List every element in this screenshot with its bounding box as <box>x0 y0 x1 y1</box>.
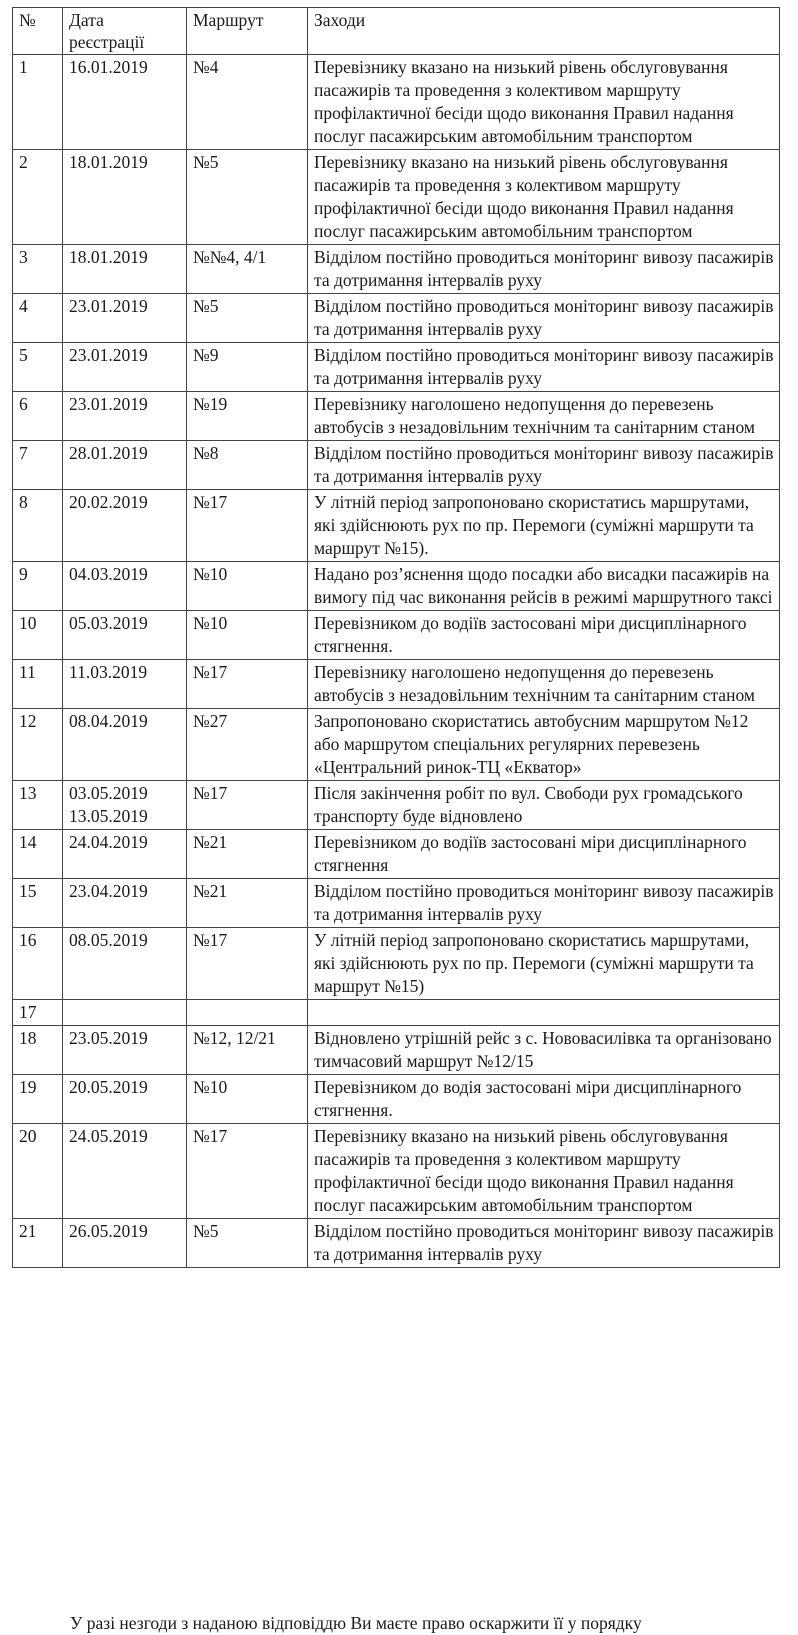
row-measures: Перевізнику наголошено недопущення до перевезень автобусів з незадовільним технічним та санітарним станом <box>308 660 780 709</box>
row-route: №5 <box>187 1219 308 1268</box>
row-route: №№4, 4/1 <box>187 245 308 294</box>
registration-date: 08.04.2019 <box>69 711 148 731</box>
registration-date: 18.01.2019 <box>69 247 148 267</box>
row-route: №19 <box>187 392 308 441</box>
row-route <box>187 1000 308 1026</box>
table-row <box>13 660 780 709</box>
table-row <box>13 343 780 392</box>
header-route: Маршрут <box>187 8 308 55</box>
row-measures: Відділом постійно проводиться моніторинг вивозу пасажирів та дотримання інтервалів руху <box>308 441 780 490</box>
table-row <box>13 611 780 660</box>
table-row <box>13 1124 780 1219</box>
registration-date: 11.03.2019 <box>69 662 148 682</box>
row-measures: Перевізником до водіїв застосовані міри дисциплінарного стягнення. <box>308 611 780 660</box>
table-row <box>13 1000 780 1026</box>
header-measures: Заходи <box>308 8 780 55</box>
table-row <box>13 709 780 781</box>
row-number: 4 <box>13 294 63 343</box>
row-measures: У літній період запропоновано скористатись маршрутами, які здійснюють рух по пр. Перемоги (суміжні маршрути та маршрут №15). <box>308 490 780 562</box>
row-date <box>63 392 187 441</box>
row-number: 13 <box>13 781 63 830</box>
table-row <box>13 1219 780 1268</box>
registration-date: 24.05.2019 <box>69 1126 148 1146</box>
row-route: №21 <box>187 879 308 928</box>
table-row <box>13 294 780 343</box>
registration-date: 05.03.2019 <box>69 613 148 633</box>
row-number: 20 <box>13 1124 63 1219</box>
row-number: 6 <box>13 392 63 441</box>
row-date <box>63 879 187 928</box>
row-date <box>63 562 187 611</box>
row-date <box>63 1000 187 1026</box>
row-date <box>63 709 187 781</box>
table-row <box>13 245 780 294</box>
registration-date: 08.05.2019 <box>69 930 148 950</box>
row-number: 3 <box>13 245 63 294</box>
row-date <box>63 1075 187 1124</box>
row-number: 17 <box>13 1000 63 1026</box>
row-measures: Після закінчення робіт по вул. Свободи рух громадського транспорту буде відновлено <box>308 781 780 830</box>
row-route: №12, 12/21 <box>187 1026 308 1075</box>
row-number: 16 <box>13 928 63 1000</box>
row-number: 8 <box>13 490 63 562</box>
row-route: №17 <box>187 1124 308 1219</box>
row-measures: Перевізнику вказано на низький рівень обслуговування пасажирів та проведення з колективом маршруту профілактичної бесіди щодо виконання Правил надання послуг пасажирським автомобільним транспортом <box>308 55 780 150</box>
row-route: №9 <box>187 343 308 392</box>
header-registration-date: Дата реєстрації <box>63 8 187 55</box>
row-measures: Надано роз’яснення щодо посадки або висадки пасажирів на вимогу під час виконання рейсів в режимі маршрутного таксі <box>308 562 780 611</box>
row-number: 2 <box>13 150 63 245</box>
table-row <box>13 879 780 928</box>
row-number: 5 <box>13 343 63 392</box>
registration-date: 03.05.2019 <box>69 783 148 803</box>
registration-date: 23.01.2019 <box>69 394 148 414</box>
table-row <box>13 928 780 1000</box>
row-number: 14 <box>13 830 63 879</box>
table-row <box>13 392 780 441</box>
row-number: 7 <box>13 441 63 490</box>
registration-date: 20.02.2019 <box>69 492 148 512</box>
complaints-table <box>12 7 780 1268</box>
row-measures: Відділом постійно проводиться моніторинг вивозу пасажирів та дотримання інтервалів руху <box>308 294 780 343</box>
table-row <box>13 781 780 830</box>
row-measures: Відділом постійно проводиться моніторинг вивозу пасажирів та дотримання інтервалів руху <box>308 879 780 928</box>
registration-date: 16.01.2019 <box>69 57 148 77</box>
registration-date: 04.03.2019 <box>69 564 148 584</box>
table-row <box>13 562 780 611</box>
row-date <box>63 1026 187 1075</box>
row-route: №21 <box>187 830 308 879</box>
row-measures: Перевізнику вказано на низький рівень обслуговування пасажирів та проведення з колективом маршруту профілактичної бесіди щодо виконання Правил надання послуг пасажирським автомобільним транспортом <box>308 1124 780 1219</box>
table-row <box>13 1075 780 1124</box>
row-measures: Перевізнику наголошено недопущення до перевезень автобусів з незадовільним технічним та санітарним станом <box>308 392 780 441</box>
row-route: №17 <box>187 490 308 562</box>
row-route: №5 <box>187 294 308 343</box>
row-measures: Перевізником до водія застосовані міри дисциплінарного стягнення. <box>308 1075 780 1124</box>
row-date <box>63 441 187 490</box>
row-route: №10 <box>187 562 308 611</box>
registration-date: 23.01.2019 <box>69 345 148 365</box>
row-date <box>63 294 187 343</box>
row-number: 19 <box>13 1075 63 1124</box>
row-route: №17 <box>187 781 308 830</box>
row-date <box>63 781 187 830</box>
table-row <box>13 830 780 879</box>
row-number: 12 <box>13 709 63 781</box>
header-number: № <box>13 8 63 55</box>
row-route: №27 <box>187 709 308 781</box>
registration-date: 20.05.2019 <box>69 1077 148 1097</box>
row-measures: У літній період запропоновано скористатись маршрутами, які здійснюють рух по пр. Перемоги (суміжні маршрути та маршрут №15) <box>308 928 780 1000</box>
table-row <box>13 441 780 490</box>
table-row <box>13 55 780 150</box>
registration-date: 23.04.2019 <box>69 881 148 901</box>
row-measures: Перевізником до водіїв застосовані міри дисциплінарного стягнення <box>308 830 780 879</box>
row-date <box>63 928 187 1000</box>
row-number: 11 <box>13 660 63 709</box>
row-route: №8 <box>187 441 308 490</box>
row-number: 18 <box>13 1026 63 1075</box>
row-date <box>63 660 187 709</box>
row-date <box>63 245 187 294</box>
registration-date: 23.05.2019 <box>69 1028 148 1048</box>
footer-text: У разі незгоди з наданою відповіддю Ви маєте право оскаржити її у порядку <box>70 1613 642 1633</box>
row-measures: Відділом постійно проводиться моніторинг вивозу пасажирів та дотримання інтервалів руху <box>308 1219 780 1268</box>
registration-date: 13.05.2019 <box>69 806 148 826</box>
row-route: №5 <box>187 150 308 245</box>
row-measures: Перевізнику вказано на низький рівень обслуговування пасажирів та проведення з колективом маршруту профілактичної бесіди щодо виконання Правил надання послуг пасажирським автомобільним транспортом <box>308 150 780 245</box>
registration-date: 28.01.2019 <box>69 443 148 463</box>
row-measures: Відділом постійно проводиться моніторинг вивозу пасажирів та дотримання інтервалів руху <box>308 245 780 294</box>
row-date <box>63 611 187 660</box>
table-body <box>13 55 780 1268</box>
registration-date: 18.01.2019 <box>69 152 148 172</box>
row-measures <box>308 1000 780 1026</box>
row-route: №10 <box>187 1075 308 1124</box>
table-row <box>13 490 780 562</box>
row-route: №4 <box>187 55 308 150</box>
row-date <box>63 150 187 245</box>
row-route: №10 <box>187 611 308 660</box>
row-route: №17 <box>187 660 308 709</box>
row-route: №17 <box>187 928 308 1000</box>
table-header-row <box>13 8 780 55</box>
row-number: 15 <box>13 879 63 928</box>
row-number: 1 <box>13 55 63 150</box>
registration-date: 23.01.2019 <box>69 296 148 316</box>
row-date <box>63 343 187 392</box>
row-number: 9 <box>13 562 63 611</box>
table-row <box>13 150 780 245</box>
row-date <box>63 55 187 150</box>
row-date <box>63 490 187 562</box>
row-number: 21 <box>13 1219 63 1268</box>
row-measures: Запропоновано скористатись автобусним маршрутом №12 або маршрутом спеціальних регулярних перевезень «Центральний ринок-ТЦ «Екватор» <box>308 709 780 781</box>
row-date <box>63 1219 187 1268</box>
row-date <box>63 1124 187 1219</box>
registration-date: 24.04.2019 <box>69 832 148 852</box>
row-number: 10 <box>13 611 63 660</box>
row-measures: Відновлено утрішній рейс з с. Нововасилівка та організовано тимчасовий маршрут №12/15 <box>308 1026 780 1075</box>
row-date <box>63 830 187 879</box>
row-measures: Відділом постійно проводиться моніторинг вивозу пасажирів та дотримання інтервалів руху <box>308 343 780 392</box>
registration-date: 26.05.2019 <box>69 1221 148 1241</box>
table-row <box>13 1026 780 1075</box>
